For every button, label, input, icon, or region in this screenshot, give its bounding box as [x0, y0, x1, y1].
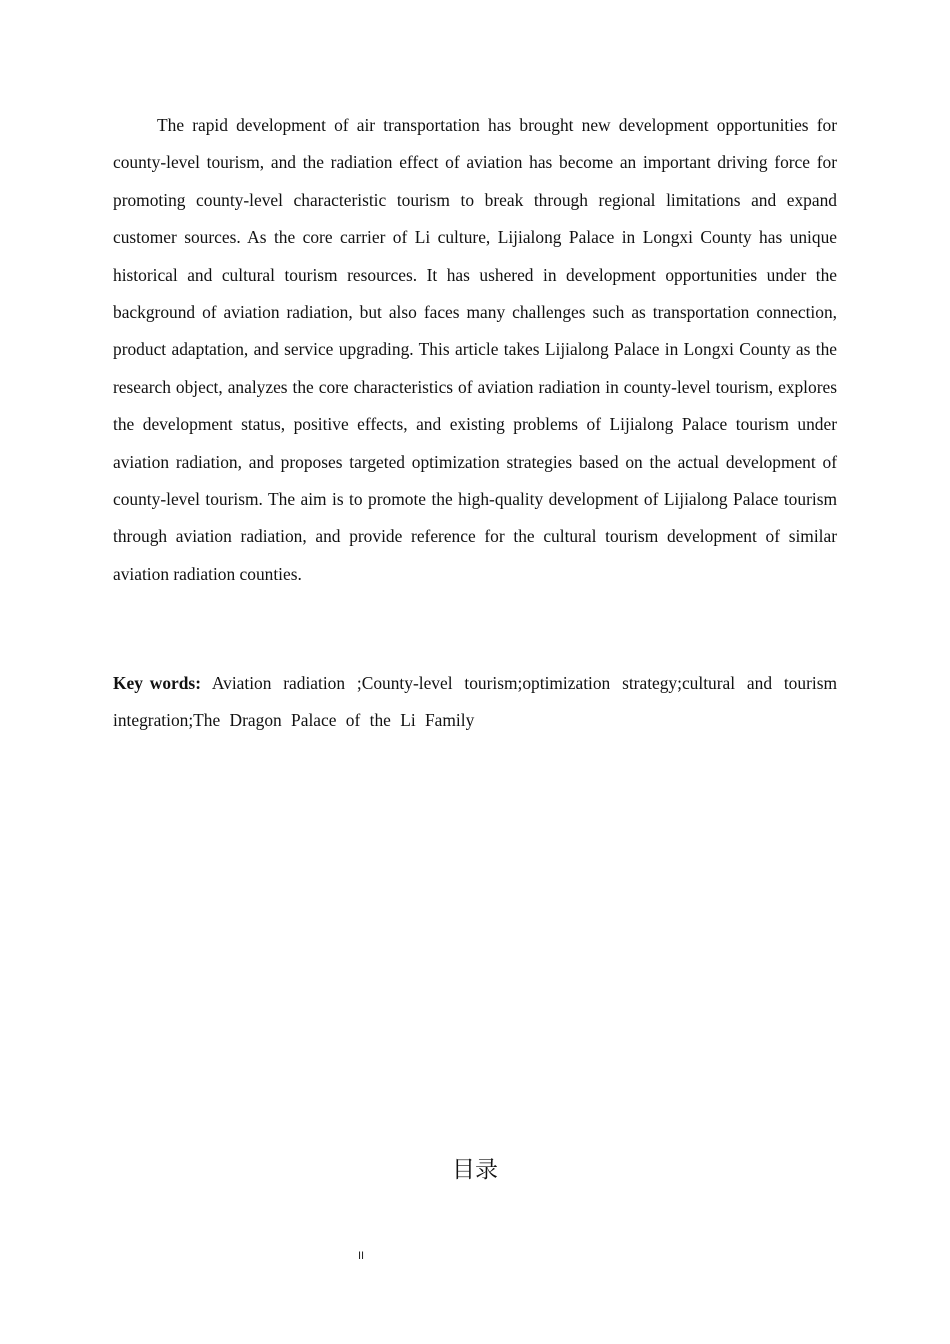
- page-number: II: [358, 1250, 365, 1262]
- keywords-paragraph: [113, 665, 837, 740]
- abstract-paragraph: The rapid development of air transportation has brought new development opportunities for county-level tourism, and the radiation effect of aviation has become an important driving force for promoting county-level characteristic tourism to break through regional limitations and expand customer sources. As the core carrier of Li culture, Lijialong Palace in Longxi County has unique historical and cultural tourism resources. It has ushered in development opportunities under the background of aviation radiation, but also faces many challenges such as transportation connection, product adaptation, and service upgrading. This article takes Lijialong Palace in Longxi County as the research object, analyzes the core characteristics of aviation radiation in county-level tourism, explores the development status, positive effects, and existing problems of Lijialong Palace tourism under aviation radiation, and proposes targeted optimization strategies based on the actual development of county-level tourism. The aim is to promote the high-quality development of Lijialong Palace tourism through aviation radiation, and provide reference for the cultural tourism development of similar aviation radiation counties.: [113, 115, 837, 584]
- keywords-label: Key words:: [113, 673, 201, 693]
- table-of-contents-heading: 目录: [452, 1157, 498, 1183]
- keywords-list: Aviation radiation ;County-level tourism;optimization strategy;cultural and tourism integration;The Dragon Palace of the Li Family: [113, 673, 837, 731]
